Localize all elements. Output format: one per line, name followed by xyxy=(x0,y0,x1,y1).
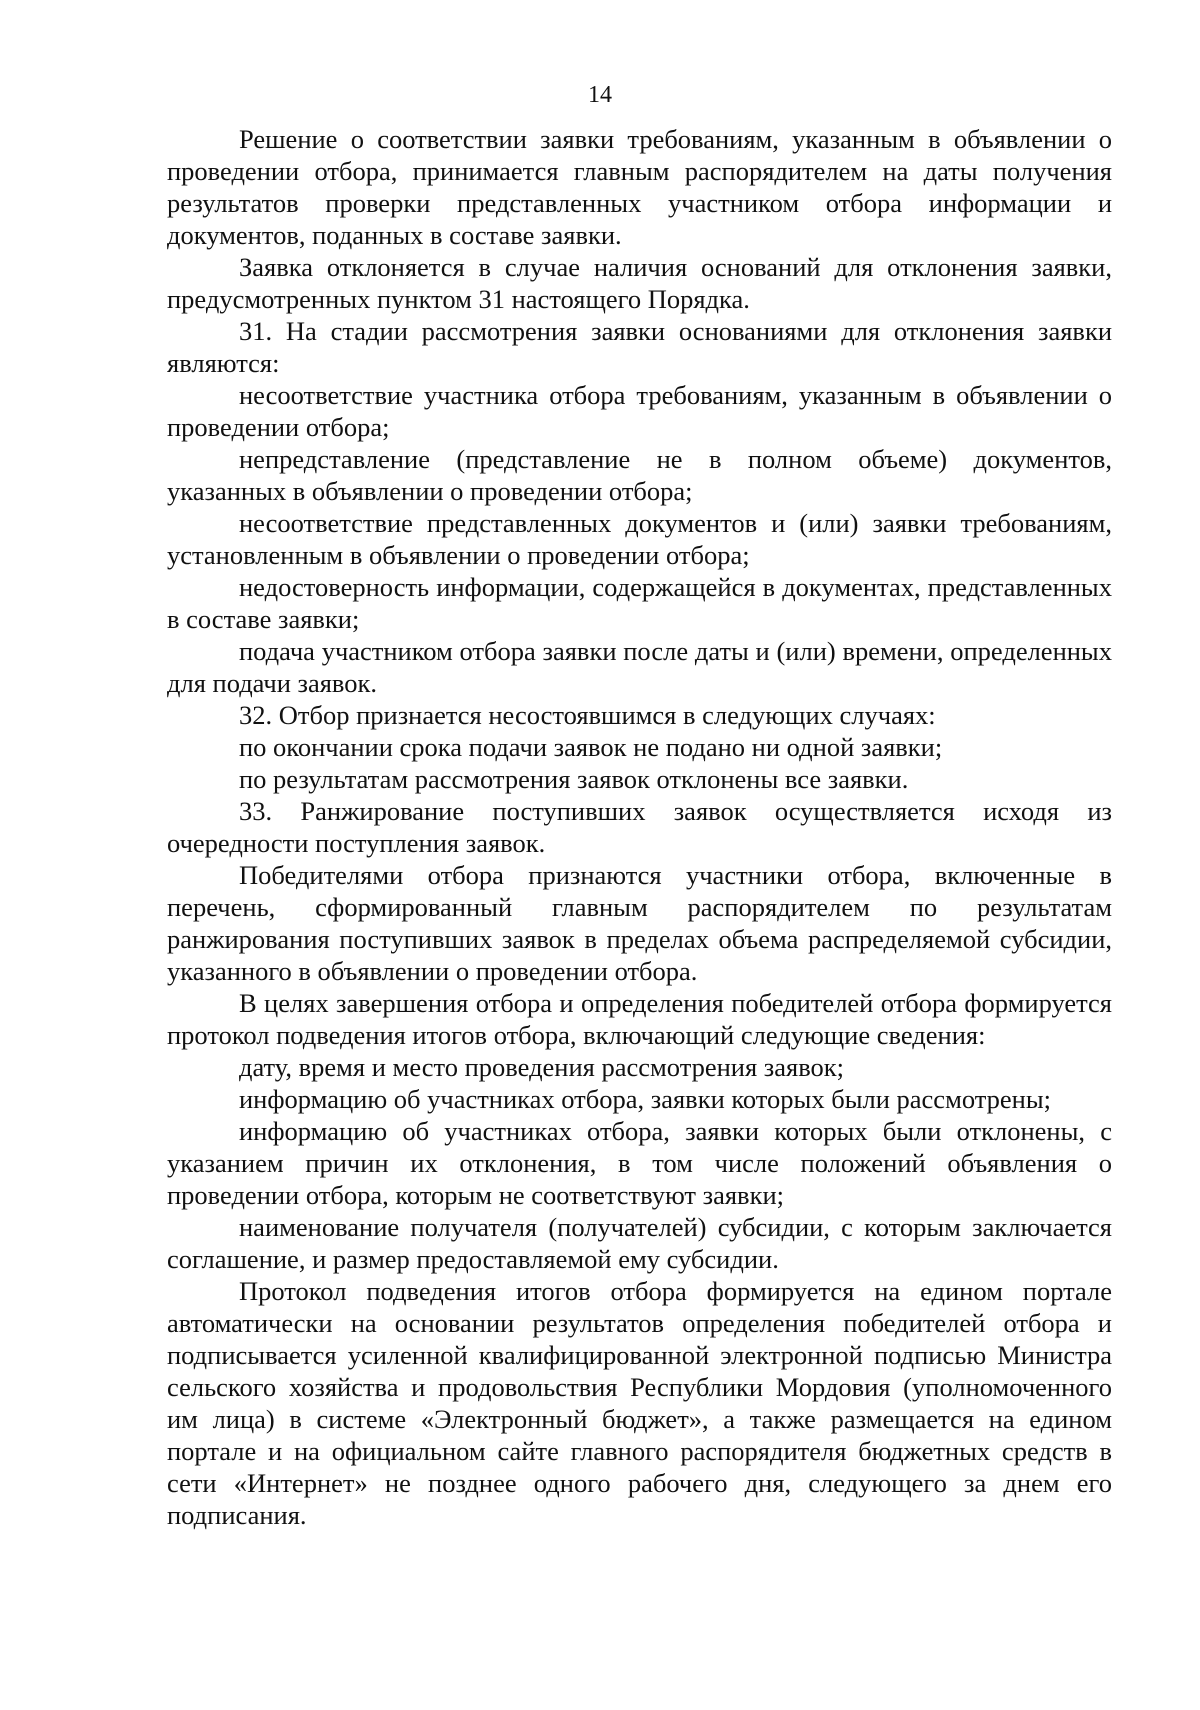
list-item: непредставление (представление не в полном объеме) документов, указанных в объявлении о проведении отбора; xyxy=(167,444,1112,506)
list-item: информацию об участниках отбора, заявки которых были отклонены, с указанием причин их отклонения, в том числе положений объявления о проведении отбора, которым не соответствуют заявки; xyxy=(167,1116,1112,1210)
clause-31: 31. На стадии рассмотрения заявки основаниями для отклонения заявки являются: xyxy=(167,316,1112,378)
paragraph-rejection: Заявка отклоняется в случае наличия оснований для отклонения заявки, предусмотренных пунктом 31 настоящего Порядка. xyxy=(167,252,1112,314)
list-item: по окончании срока подачи заявок не подано ни одной заявки; xyxy=(239,732,943,762)
list-item: информацию об участниках отбора, заявки которых были рассмотрены; xyxy=(239,1084,1052,1114)
clause-32: 32. Отбор признается несостоявшимся в следующих случаях: xyxy=(239,700,936,730)
paragraph-winners: Победителями отбора признаются участники отбора, включенные в перечень, сформированный главным распорядителем по результатам ранжирования поступивших заявок в пределах объема распределяемой субсидии, указанного в объявлении о проведении отбора. xyxy=(167,860,1112,986)
paragraph-decision: Решение о соответствии заявки требованиям, указанным в объявлении о проведении отбора, принимается главным распорядителем на даты получения результатов проверки представленных участником отбора информации и документов, поданных в составе заявки. xyxy=(167,124,1112,250)
list-item: недостоверность информации, содержащейся в документах, представленных в составе заявки; xyxy=(167,572,1112,634)
paragraph-protocol-signing: Протокол подведения итогов отбора формируется на едином портале автоматически на основании результатов определения победителей отбора и подписывается усиленной квалифицированной электронной подписью Министра сельского хозяйства и продовольствия Республики Мордовия (уполномоченного им лица) в системе «Электронный бюджет», а также размещается на едином портале и на официальном сайте главного распорядителя бюджетных средств в сети «Интернет» не позднее одного рабочего дня, следующего за днем его подписания. xyxy=(167,1276,1112,1530)
clause-33: 33. Ранжирование поступивших заявок осуществляется исходя из очередности поступления заявок. xyxy=(167,796,1112,858)
page-number: 14 xyxy=(588,82,612,108)
list-item: подача участником отбора заявки после даты и (или) времени, определенных для подачи заявок. xyxy=(167,636,1112,698)
list-item: несоответствие представленных документов и (или) заявки требованиям, установленным в объявлении о проведении отбора; xyxy=(167,508,1112,570)
paragraph-protocol-intro: В целях завершения отбора и определения победителей отбора формируется протокол подведения итогов отбора, включающий следующие сведения: xyxy=(167,988,1112,1050)
list-item: по результатам рассмотрения заявок отклонены все заявки. xyxy=(239,764,909,794)
document-body xyxy=(167,123,1112,1531)
list-item: дату, время и место проведения рассмотрения заявок; xyxy=(239,1052,845,1082)
list-item: наименование получателя (получателей) субсидии, с которым заключается соглашение, и размер предоставляемой ему субсидии. xyxy=(167,1212,1112,1274)
list-item: несоответствие участника отбора требованиям, указанным в объявлении о проведении отбора; xyxy=(167,380,1112,442)
